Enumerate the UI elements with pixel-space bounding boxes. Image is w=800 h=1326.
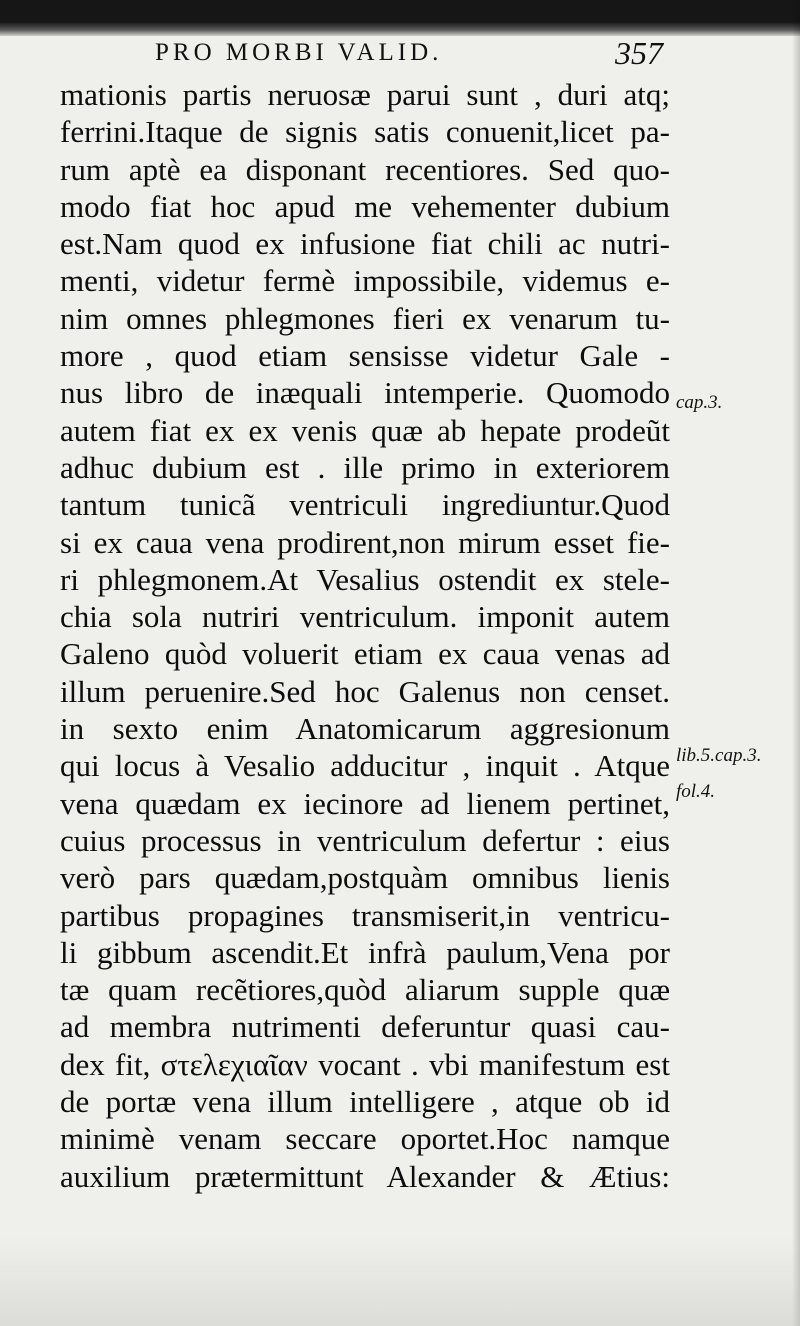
text-line: tæ quam recẽtiores,quòd aliarum supple quæ [60,972,670,1008]
text-line: li gibbum ascendit.Et infrà paulum,Vena por [60,934,670,970]
text-line: dex fit, στελεχιαῖαν vocant . vbi manifestum est [60,1046,670,1082]
text-line: ri phlegmonem.At Vesalius ostendit ex stele- [60,561,670,597]
text-line: chia sola nutriri ventriculum. imponit autem [60,599,670,635]
text-line: minimè venam seccare oportet.Hoc namque [60,1121,670,1157]
page-bottom-shade [0,1236,800,1326]
text-line: nus libro de inæquali intemperie. Quomodo [60,375,670,411]
text-line: mationis partis neruosæ parui sunt , duri atq; [60,77,670,112]
text-line: ad membra nutrimenti deferuntur quasi cau- [60,1009,670,1045]
margin-note: cap.3. [676,392,723,413]
text-line: rum aptè ea disponant recentiores. Sed quo- [60,151,670,187]
margin-note: lib.5.cap.3. [676,745,762,766]
text-line: auxilium prætermittunt Alexander & Ætius: [60,1158,670,1194]
page-right-edge-shadow [792,0,800,1326]
text-line: nim omnes phlegmones fieri ex venarum tu- [60,300,670,336]
text-line: est.Nam quod ex infusione fiat chili ac nutri- [60,226,670,262]
scan-top-edge [0,0,800,36]
text-line: cuius processus in ventriculum defertur : eius [60,822,670,858]
text-line: qui locus à Vesalio adducitur , inquit . Atque [60,748,670,784]
text-line: ferrini.Itaque de signis satis conuenit,licet pa- [60,114,670,150]
text-line: verò pars quædam,postquàm omnibus lienis [60,860,670,896]
margin-note: fol.4. [676,781,716,802]
text-line: in sexto enim Anatomicarum aggresionum [60,711,670,747]
text-line: vena quædam ex iecinore ad lienem pertinet, [60,785,670,821]
page-header [155,37,663,77]
page-number: 357 [615,35,663,71]
text-line: more , quod etiam sensisse videtur Gale - [60,338,670,374]
running-title: PRO MORBI VALID. [155,39,443,66]
text-line: tantum tunicã ventriculi ingrediuntur.Quod [60,487,670,523]
text-line: modo fiat hoc apud me vehementer dubium [60,188,670,224]
text-line: illum peruenire.Sed hoc Galenus non censet. [60,673,670,709]
text-line: si ex caua vena prodirent,non mirum esset fie- [60,524,670,560]
text-line: de portæ vena illum intelligere , atque ob id [60,1084,670,1120]
text-line: menti, videtur fermè impossibile, videmus e- [60,263,670,299]
text-line: autem fiat ex ex venis quæ ab hepate prodeũt [60,412,670,448]
text-line: adhuc dubium est . ille primo in exteriorem [60,449,670,485]
text-line: partibus propagines transmiserit,in ventricu- [60,897,670,933]
text-line: Galeno quòd voluerit etiam ex caua venas ad [60,636,670,672]
body-text [60,76,670,1195]
